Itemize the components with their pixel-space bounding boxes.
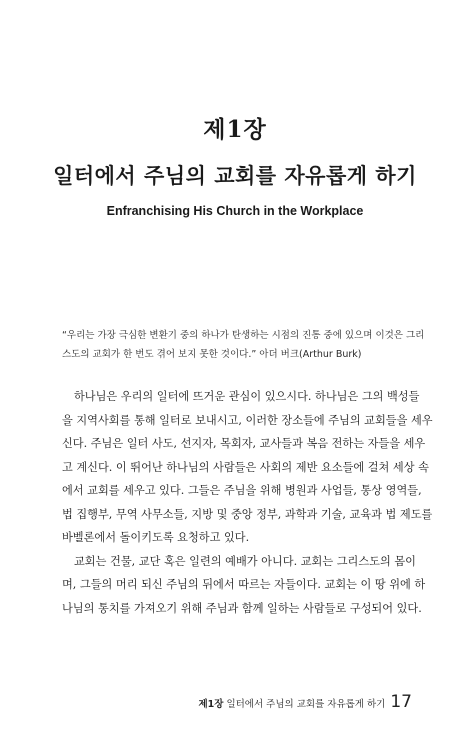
text-line: 며, 그들의 머리 되신 주님의 뒤에서 따르는 자들이다. 교회는 이 땅 위에 하 [62,578,426,591]
running-header [198,696,385,710]
epigraph-line: 스도의 교회가 한 번도 겪어 보지 못한 것이다.” 아더 버크(Arthur Burk) [62,349,362,360]
text-line: 나님의 통치를 가져오기 위해 주님과 함께 일하는 사람들로 구성되어 있다. [62,601,422,615]
paragraph-2 [62,550,426,621]
epigraph [62,326,425,364]
footer-running-title: 일터에서 주님의 교회를 자유롭게 하기 [226,699,386,710]
chapter-title: 일터에서 주님의 교회를 자유롭게 하기 [53,164,417,188]
text-line: 에서 교회를 세우고 있다. 그들은 주님을 위해 병원과 사업들, 통상 영역들, [62,484,422,497]
text-line: 바벨론에서 돌이키도록 요청하고 있다. [62,531,250,544]
chapter-subtitle-english: Enfranchising His Church in the Workplace [106,204,364,218]
text-line: 을 지역사회를 통해 일터로 보내시고, 이러한 장소들에 주님의 교회들을 세우 [62,413,433,427]
page-footer [198,692,412,712]
footer-chapter-label: 제1장 [198,699,224,710]
text-line: 하나님은 우리의 일터에 뜨거운 관심이 있으시다. 하나님은 그의 백성들 [74,390,420,403]
epigraph-line: “우리는 가장 극심한 변환기 중의 하나가 탄생하는 시점의 진통 중에 있으며 이것은 그리 [62,330,425,341]
page-number: 17 [390,692,412,712]
text-line: 교회는 건물, 교단 혹은 일련의 예배가 아니다. 교회는 그리스도의 몸이 [74,554,416,568]
text-line: 법 집행부, 무역 사무소들, 지방 및 중앙 정부, 과학과 기술, 교육과 법 제도를 [62,507,433,521]
text-line: 고 계신다. 이 뛰어난 하나님의 사람들은 사회의 제반 요소들에 걸쳐 세상 속 [62,460,429,474]
chapter-number: 제1장 [203,116,267,143]
paragraph-1 [62,385,433,550]
text-line: 신다. 주님은 일터 사도, 선지자, 목회자, 교사들과 복음 전하는 자들을 세우 [62,437,426,450]
body-text [62,385,433,620]
